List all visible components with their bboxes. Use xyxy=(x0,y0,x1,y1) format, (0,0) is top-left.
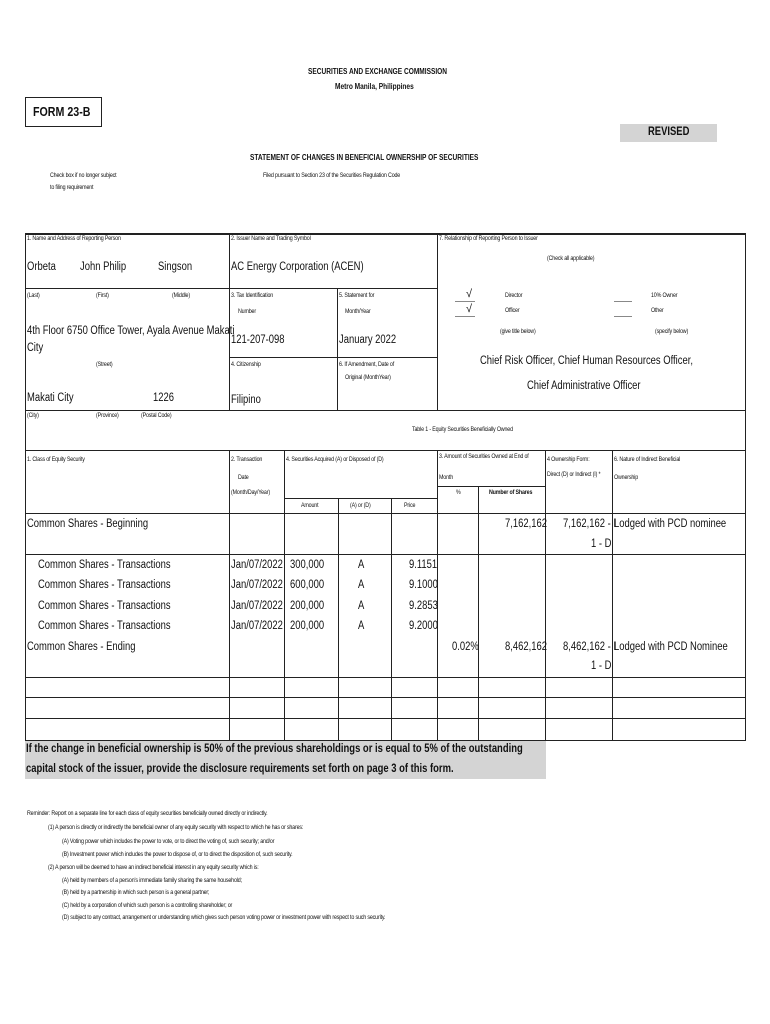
statement-label-1: 5. Statement for xyxy=(339,292,375,299)
amount-header-rule xyxy=(284,498,438,499)
ending-pct: 0.02% xyxy=(452,641,479,653)
row-rule-blank-2 xyxy=(25,718,746,719)
statement-label-2: Month/Year xyxy=(345,308,371,315)
issuer-label: 2. Issuer Name and Trading Symbol xyxy=(231,235,311,242)
row-amount: 200,000 xyxy=(290,620,325,632)
col-owned-header-2: Month xyxy=(439,474,454,481)
left-border xyxy=(25,233,26,741)
col-nature-header-2: Ownership xyxy=(614,474,639,481)
row-aord: A xyxy=(358,579,365,591)
director-check: √ xyxy=(466,288,473,300)
reminder-line-8: (D) subject to any contract, arrangement or understanding which gives such person voting power or investment power with respect to such security. xyxy=(62,914,386,921)
tin-value: 121-207-098 xyxy=(231,334,285,346)
pct-header-rule xyxy=(437,486,546,487)
col-price-header: Price xyxy=(404,502,416,509)
beginning-form-2: 1 - D xyxy=(591,538,612,550)
issuer-name: AC Energy Corporation (ACEN) xyxy=(231,261,364,273)
col-acquired-header: 4. Securities Acquired (A) or Disposed of (D) xyxy=(286,456,384,463)
street-label: (Street) xyxy=(96,361,113,368)
divider-3-5 xyxy=(337,288,338,410)
city-label: (City) xyxy=(27,412,39,419)
row-date: Jan/07/2022 xyxy=(231,559,283,571)
row-price: 9.1000 xyxy=(409,579,438,591)
col-aord-header: (A) or (D) xyxy=(350,502,371,509)
col-div-aord xyxy=(338,498,339,741)
table-row: Common Shares - Beginning xyxy=(27,518,149,530)
row-aord: A xyxy=(358,620,365,632)
revised-label: REVISED xyxy=(648,126,690,138)
row-amount: 200,000 xyxy=(290,600,325,612)
col-date-header-2: Date xyxy=(238,474,249,481)
ending-shares: 8,462,162 xyxy=(505,641,547,653)
right-border xyxy=(745,233,746,741)
first-label: (First) xyxy=(96,292,109,299)
ten-pct-line xyxy=(614,301,632,302)
street-line-1: 4th Floor 6750 Office Tower, Ayala Avenue Makati xyxy=(27,325,235,337)
form-number: FORM 23-B xyxy=(33,104,91,119)
row-rule-end xyxy=(25,677,746,678)
specify-label: (specify below) xyxy=(655,328,689,335)
col-owned-header-1: 3. Amount of Securities Owned at End of xyxy=(439,453,529,460)
col-class-header: 1. Class of Equity Security xyxy=(27,456,85,463)
reminder-line-7: (C) held by a corporation of which such person is a controlling shareholder; or xyxy=(62,902,233,909)
reminder-line-4: (2) A person will be deemed to have an indirect beneficial interest in any equity security which is: xyxy=(48,864,259,871)
reminder-line-1: (1) A person is directly or indirectly the beneficial owner of any equity security with respect to which he has or shares: xyxy=(48,824,304,831)
director-label: Director xyxy=(505,292,523,299)
reminder-line-0: Reminder: Report on a separate line for each class of equity securities beneficially owned directly or indirectly. xyxy=(27,810,268,817)
row-rule-3 xyxy=(25,410,746,411)
col-div-price xyxy=(391,498,392,741)
table-top-rule xyxy=(25,450,746,451)
officer-check: √ xyxy=(466,303,473,315)
form-title: STATEMENT OF CHANGES IN BENEFICIAL OWNERSHIP OF SECURITIES xyxy=(250,153,479,162)
ending-form-2: 1 - D xyxy=(591,660,612,672)
row-price: 9.1151 xyxy=(409,559,438,571)
col-form-header-2: Direct (D) or Indirect (I) * xyxy=(547,471,601,478)
middle-label: (Middle) xyxy=(172,292,190,299)
last-label: (Last) xyxy=(27,292,40,299)
row-rule-begin xyxy=(25,554,746,555)
divider-2-7 xyxy=(437,233,438,410)
row-amount: 600,000 xyxy=(290,579,325,591)
amendment-label-1: 6. If Amendment, Date of xyxy=(339,361,395,368)
table-row: Common Shares - Transactions xyxy=(38,600,171,612)
col-date-header-3: (Month/Day/Year) xyxy=(231,489,270,496)
reminder-line-5: (A) held by members of a person's immediate family sharing the same household; xyxy=(62,877,242,884)
amendment-label-2: Original (MonthYear) xyxy=(345,374,391,381)
divider-1-2 xyxy=(229,233,230,410)
agency-name: SECURITIES AND EXCHANGE COMMISSION xyxy=(308,67,447,76)
other-line xyxy=(614,316,632,317)
middle-name: Singson xyxy=(158,261,193,273)
name-address-label: 1. Name and Address of Reporting Person xyxy=(27,235,121,242)
row-rule-blank-1 xyxy=(25,697,746,698)
row-date: Jan/07/2022 xyxy=(231,600,283,612)
filed-pursuant-note: Filed pursuant to Section 23 of the Securities Regulation Code xyxy=(263,172,401,179)
row-aord: A xyxy=(358,559,365,571)
col-shares-header: Number of Shares xyxy=(489,489,533,496)
tin-label-2: Number xyxy=(238,308,256,315)
officer-title-line-2: Chief Administrative Officer xyxy=(527,380,641,392)
citizenship-value: Filipino xyxy=(231,394,261,406)
col-pct-header: % xyxy=(456,489,461,496)
give-title-label: (give title below) xyxy=(500,328,536,335)
ten-pct-label: 10% Owner xyxy=(651,292,678,299)
other-label: Other xyxy=(651,307,664,314)
reminder-line-2: (A) Voting power which includes the power to vote, or to direct the voting of, such security; and/or xyxy=(62,838,275,845)
row-aord: A xyxy=(358,600,365,612)
table-1-title: Table 1 - Equity Securities Beneficially Owned xyxy=(412,426,513,433)
table-row: Common Shares - Transactions xyxy=(38,579,171,591)
postal-label: (Postal Code) xyxy=(141,412,172,419)
table-row: Common Shares - Transactions xyxy=(38,559,171,571)
ending-form-1: 8,462,162 - I xyxy=(563,641,616,653)
disclosure-line-2: capital stock of the issuer, provide the disclosure requirements set forth on page 3 of this form. xyxy=(26,763,454,775)
reminder-line-6: (B) held by a partnership in which such person is a general partner; xyxy=(62,889,210,896)
row-date: Jan/07/2022 xyxy=(231,579,283,591)
postal-code: 1226 xyxy=(153,392,174,404)
city: Makati City xyxy=(27,392,74,404)
table-row: Common Shares - Ending xyxy=(27,641,136,653)
col-form-header-1: 4 Ownership Form: xyxy=(547,456,590,463)
col-amount-header: Amount xyxy=(301,502,319,509)
table-row: Common Shares - Transactions xyxy=(38,620,171,632)
director-line xyxy=(455,301,475,302)
col-nature-header-1: 6. Nature of Indirect Beneficial xyxy=(614,456,681,463)
citizenship-label: 4. Citizenship xyxy=(231,361,261,368)
beginning-shares: 7,162,162 xyxy=(505,518,547,530)
col-date-header-1: 2. Transaction xyxy=(231,456,263,463)
row-price: 9.2000 xyxy=(409,620,438,632)
statement-month-year: January 2022 xyxy=(339,334,397,346)
row-amount: 300,000 xyxy=(290,559,325,571)
row-rule-2 xyxy=(229,357,438,358)
agency-location: Metro Manila, Philippines xyxy=(335,82,414,91)
tin-label-1: 3. Tax Identification xyxy=(231,292,274,299)
disclosure-line-1: If the change in beneficial ownership is 50% of the previous shareholdings or is equal to 5% of the outstanding xyxy=(26,743,523,755)
last-name: Orbeta xyxy=(27,261,56,273)
beginning-nature: Lodged with PCD nominee xyxy=(614,518,727,530)
header-bottom-rule xyxy=(25,513,746,514)
reminder-line-3: (B) Investment power which includes the power to dispose of, or to direct the disposition of, such security. xyxy=(62,851,293,858)
row-rule-1 xyxy=(25,288,438,289)
first-name: John Philip xyxy=(80,261,127,273)
province-label: (Province) xyxy=(96,412,119,419)
street-line-2: City xyxy=(27,342,44,354)
beginning-form-1: 7,162,162 - I xyxy=(563,518,616,530)
check-all-label: (Check all applicable) xyxy=(547,255,595,262)
officer-line xyxy=(455,316,475,317)
row-date: Jan/07/2022 xyxy=(231,620,283,632)
ending-nature: Lodged with PCD Nominee xyxy=(614,641,728,653)
row-price: 9.2853 xyxy=(409,600,438,612)
top-rule xyxy=(25,233,746,235)
filing-requirement-note: to filing requirement xyxy=(50,184,94,191)
no-longer-subject-note: Check box if no longer subject xyxy=(50,172,117,179)
col-div-shares xyxy=(478,486,479,741)
officer-title-line-1: Chief Risk Officer, Chief Human Resources Officer, xyxy=(480,355,693,367)
officer-label: Officer xyxy=(505,307,520,314)
relationship-label: 7. Relationship of Reporting Person to Issuer xyxy=(439,235,538,242)
